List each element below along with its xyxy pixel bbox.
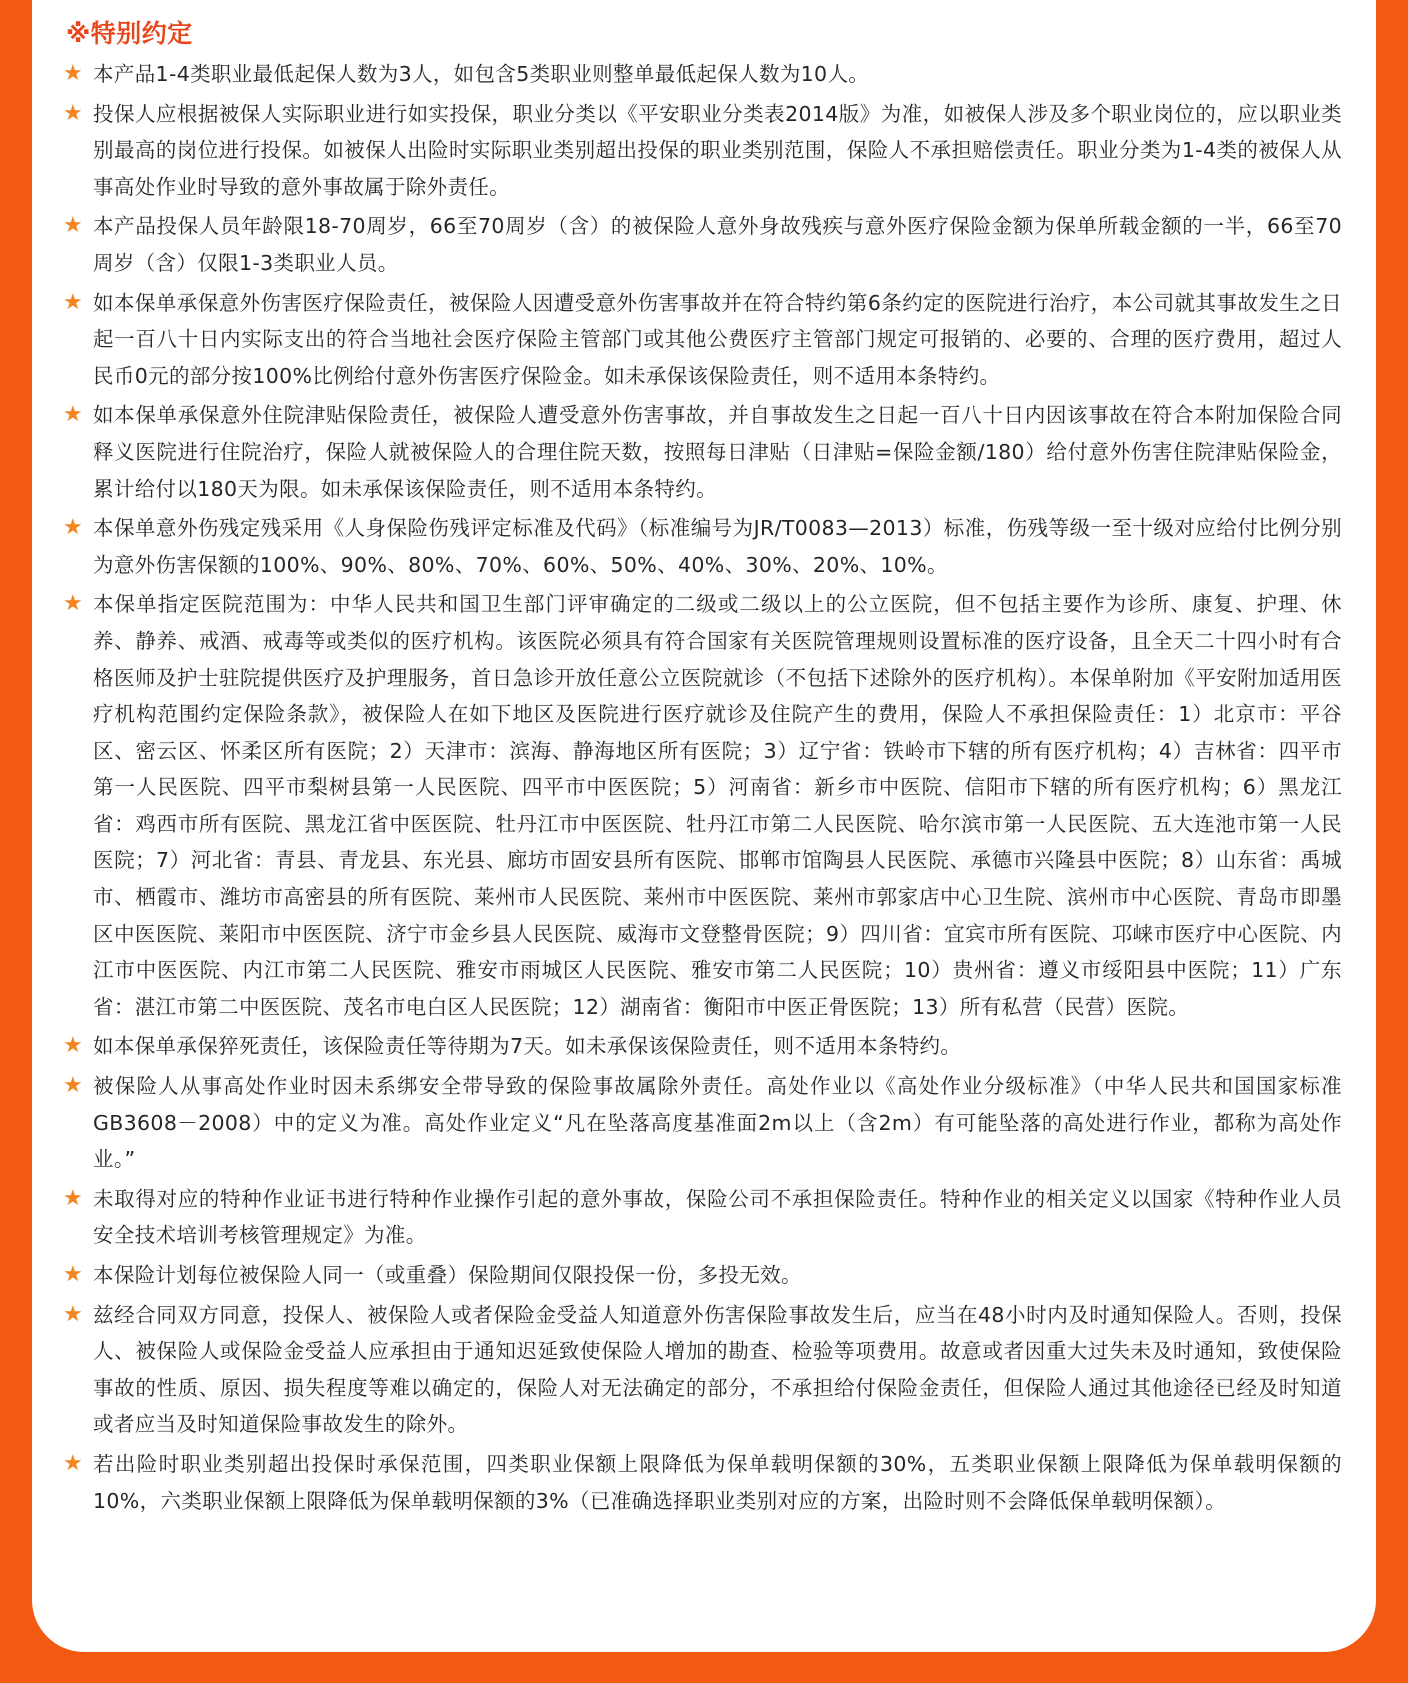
section-title: ※特别约定 (66, 19, 193, 48)
list-item (63, 1446, 1342, 1519)
list-item (63, 1257, 1342, 1294)
star-icon: ★ (63, 1262, 83, 1287)
term-text: 本保单意外伤残定残采用《人身保险伤残评定标准及代码》（标准编号为JR/T0083—2013）标准，伤残等级一至十级对应给付比例分别为意外伤害保额的100%、90%、80%、70%、60%、50%、40%、30%、20%、10%。 (93, 516, 1342, 577)
term-text: 如本保单承保意外伤害医疗保险责任，被保险人因遭受意外伤害事故并在符合特约第6条约定的医院进行治疗，本公司就其事故发生之日起一百八十日内实际支出的符合当地社会医疗保险主管部门或其他公费医疗主管部门规定可报销的、必要的、合理的医疗费用，超过人民币0元的部分按100%比例给付意外伤害医疗保险金。如未承保该保险责任，则不适用本条特约。 (93, 290, 1342, 388)
terms-list (63, 56, 1342, 1519)
star-icon: ★ (63, 1185, 83, 1211)
list-item (63, 586, 1342, 1025)
term-text: 如本保单承保猝死责任，该保险责任等待期为7天。如未承保该保险责任，则不适用本条特约。 (93, 1034, 962, 1059)
term-text: 如本保单承保意外住院津贴保险责任，被保险人遭受意外伤害事故，并自事故发生之日起一百八十日内因该事故在符合本附加保险合同释义医院进行住院治疗，保险人就被保险人的合理住院天数，按照每日津贴（日津贴=保险金额/180）给付意外伤害住院津贴保险金，累计给付以180天为限。如未承保该保险责任，则不适用本条特约。 (93, 403, 1342, 501)
term-text: 本产品投保人员年龄限18-70周岁，66至70周岁（含）的被保险人意外身故残疾与意外医疗保险金额为保单所载金额的一半，66至70周岁（含）仅限1-3类职业人员。 (93, 214, 1342, 275)
list-item (63, 397, 1342, 507)
star-icon: ★ (63, 1073, 83, 1099)
list-item (63, 1068, 1342, 1178)
star-icon: ★ (63, 402, 83, 428)
star-icon: ★ (63, 1301, 83, 1327)
star-icon: ★ (63, 213, 83, 239)
star-icon: ★ (63, 61, 83, 86)
term-text: 本保单指定医院范围为：中华人民共和国卫生部门评审确定的二级或二级以上的公立医院，但不包括主要作为诊所、康复、护理、休养、静养、戒酒、戒毒等或类似的医疗机构。该医院必须具有符合国家有关医院管理规则设置标准的医疗设备，且全天二十四小时有合格医师及护士驻院提供医疗及护理服务，首日急诊开放任意公立医院就诊（不包括下述除外的医疗机构）。本保单附加《平安附加适用医疗机构范围约定保险条款》，被保险人在如下地区及医院进行医疗就诊及住院产生的费用，保险人不承担保险责任：1）北京市：平谷区、密云区、怀柔区所有医院；2）天津市：滨海、静海地区所有医院；3）辽宁省：铁岭市下辖的所有医疗机构；4）吉林省：四平市第一人民医院、四平市梨树县第一人民医院、四平市中医医院；5）河南省：新乡市中医院、信阳市下辖的所有医疗机构；6）黑龙江省：鸡西市所有医院、黑龙江省中医医院、牡丹江市中医医院、牡丹江市第二人民医院、哈尔滨市第一人民医院、五大连池市第一人民医院；7）河北省：青县、青龙县、东光县、廊坊市固安县所有医院、邯郸市馆陶县人民医院、承德市兴隆县中医院；8）山东省：禹城市、栖霞市、潍坊市高密县的所有医院、莱州市人民医院、莱州市中医医院、莱州市郭家店中心卫生院、滨州市中心医院、青岛市即墨区中医医院、莱阳市中医医院、济宁市金乡县人民医院、威海市文登整骨医院；9）四川省：宜宾市所有医院、邛崃市医疗中心医院、内江市中医医院、内江市第二人民医院、雅安市雨城区人民医院、雅安市第二人民医院；10）贵州省：遵义市绥阳县中医院；11）广东省：湛江市第二中医医院、茂名市电白区人民医院；12）湖南省：衡阳市中医正骨医院；13）所有私营（民营）医院。 (93, 592, 1342, 1019)
star-icon: ★ (63, 100, 83, 126)
term-text: 投保人应根据被保人实际职业进行如实投保，职业分类以《平安职业分类表2014版》为准，如被保人涉及多个职业岗位的，应以职业类别最高的岗位进行投保。如被保人出险时实际职业类别超出投保的职业类别范围，保险人不承担赔偿责任。职业分类为1-4类的被保人从事高处作业时导致的意外事故属于除外责任。 (93, 101, 1342, 199)
term-text: 本保险计划每位被保险人同一（或重叠）保险期间仅限投保一份，多投无效。 (93, 1263, 802, 1287)
list-item (63, 1181, 1342, 1254)
list-item (63, 1028, 1342, 1065)
star-icon: ★ (63, 289, 83, 315)
star-icon: ★ (63, 1033, 83, 1059)
star-icon: ★ (63, 591, 83, 617)
term-text: 兹经合同双方同意，投保人、被保险人或者保险金受益人知道意外伤害保险事故发生后，应当在48小时内及时通知保险人。否则，投保人、被保险人或保险金受益人应承担由于通知迟延致使保险人增加的勘查、检验等项费用。故意或者因重大过失未及时通知，致使保险事故的性质、原因、损失程度等难以确定的，保险人对无法确定的部分，不承担给付保险金责任，但保险人通过其他途径已经及时知道或者应当及时知道保险事故发生的除外。 (93, 1302, 1342, 1437)
list-item (63, 285, 1342, 395)
star-icon: ★ (63, 1450, 83, 1476)
list-item (63, 1297, 1342, 1443)
list-item (63, 56, 1342, 93)
term-text: 若出险时职业类别超出投保时承保范围，四类职业保额上限降低为保单载明保额的30%，五类职业保额上限降低为保单载明保额的10%，六类职业保额上限降低为保单载明保额的3%（已准确选择职业类别对应的方案，出险时则不会降低保单载明保额）。 (93, 1451, 1342, 1513)
special-terms-card (32, 0, 1376, 1652)
term-text: 未取得对应的特种作业证书进行特种作业操作引起的意外事故，保险公司不承担保险责任。特种作业的相关定义以国家《特种作业人员安全技术培训考核管理规定》为准。 (93, 1186, 1342, 1248)
list-item (63, 96, 1342, 206)
list-item (63, 208, 1342, 281)
term-text: 被保险人从事高处作业时因未系绑安全带导致的保险事故属除外责任。高处作业以《高处作业分级标准》（中华人民共和国国家标准GB3608－2008）中的定义为准。高处作业定义“凡在坠落高度基准面2m以上（含2m）有可能坠落的高处进行作业，都称为高处作业。” (93, 1074, 1342, 1172)
star-icon: ★ (63, 515, 83, 541)
term-text: 本产品1-4类职业最低起保人数为3人，如包含5类职业则整单最低起保人数为10人。 (93, 62, 870, 86)
list-item (63, 510, 1342, 583)
